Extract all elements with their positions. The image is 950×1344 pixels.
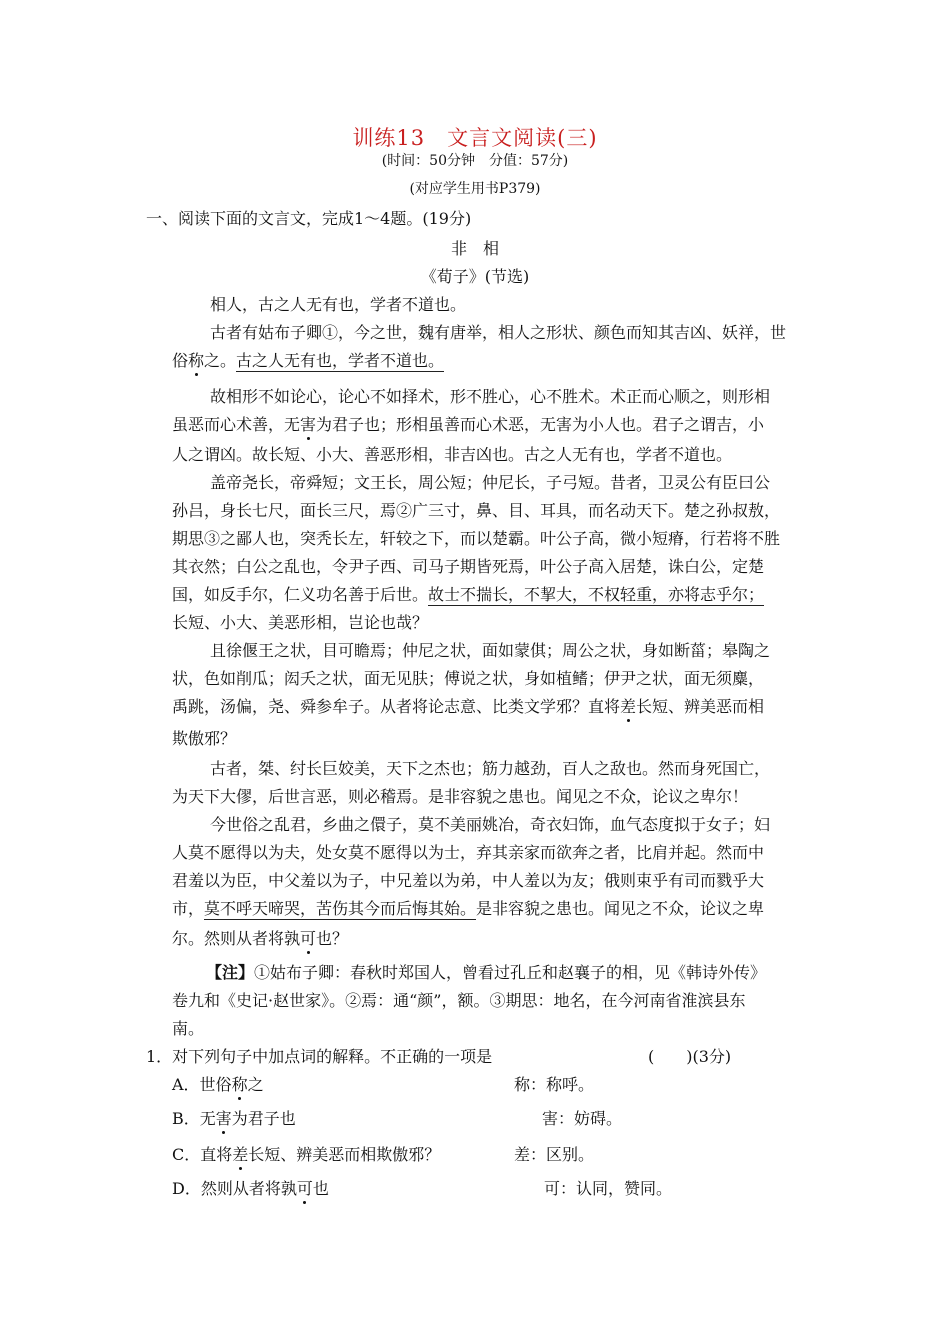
text-line: 为天下大僇，后世言恶，则必稽焉。是非容貌之患也。闻见之不众，论议之卑尔！ [172, 787, 749, 806]
note-label: 【注】 [206, 963, 255, 982]
text-line: 今世俗之乱君，乡曲之儇子，莫不美丽姚冶，奇衣妇饰，血气态度拟于女子；妇 [210, 815, 771, 834]
text-line: 盖帝尧长，帝舜短；文王长，周公短；仲尼长，子弓短。昔者，卫灵公有臣曰公 [210, 473, 771, 492]
text-line: 且徐偃王之状，目可瞻焉；仲尼之状，面如蒙倛；周公之状，身如断菑；皋陶之 [210, 641, 771, 660]
text-line: 君羞以为臣，中父羞以为子，中兄羞以为弟，中人羞以为友；俄则束乎有司而戮乎大 [172, 871, 765, 890]
note-line: 【注】①姑布子卿：春秋时郑国人，曾看过孔丘和赵襄子的相，见《韩诗外传》 [206, 963, 767, 982]
text-line: 尔。然则从者将孰可也？ [172, 929, 349, 948]
dotted-word: 害 [215, 1109, 232, 1128]
option-c: C．直将差长短、辨美恶而相欺傲邪？ [172, 1145, 441, 1164]
option-b-explanation: 害：妨碍。 [542, 1109, 623, 1128]
text-line: 欺傲邪？ [172, 729, 237, 748]
underlined-sentence: 古之人无有也，学者不道也。 [236, 351, 445, 370]
text-line: 长短、小大、美恶形相，岂论也哉？ [172, 613, 429, 632]
option-a-explanation: 称：称呼。 [514, 1075, 595, 1094]
text-line: 古者，桀、纣长巨姣美，天下之杰也；筋力越劲，百人之敌也。然而身死国亡， [210, 759, 771, 778]
option-b: B．无害为君子也 [172, 1109, 296, 1128]
dotted-word: 称 [231, 1075, 248, 1094]
text-line: 俗称之。古之人无有也，学者不道也。 [172, 351, 445, 370]
text-line: 相人，古之人无有也，学者不道也。 [210, 295, 467, 314]
text-line: 其衣然；白公之乱也，令尹子西、司马子期皆死焉，叶公子高入居楚，诛白公，定楚 [172, 557, 765, 576]
page-title: 训练13 文言文阅读(三) [352, 126, 598, 150]
dotted-word: 可 [296, 1179, 313, 1198]
dotted-word: 害 [300, 415, 317, 434]
text-line: 人之谓凶。故长短、小大、善恶形相，非吉凶也。古之人无有也，学者不道也。 [172, 445, 733, 464]
option-d: D．然则从者将孰可也 [172, 1179, 329, 1198]
option-c-explanation: 差：区别。 [514, 1145, 595, 1164]
underlined-sentence: 故士不揣长，不挈大，不权轻重，亦将志乎尔； [428, 585, 765, 604]
time-info: (时间：50分钟 分值：57分) [381, 153, 569, 169]
text-line: 孙吕，身长七尺，面长三尺，焉②广三寸，鼻、目、耳具，而名动天下。楚之孙叔敖， [172, 501, 781, 520]
text-line: 故相形不如论心，论心不如择术，形不胜心，心不胜术。术正而心顺之，则形相 [210, 387, 771, 406]
section-heading: 一、阅读下面的文言文，完成1～4题。(19分) [146, 209, 472, 228]
text-line: 市，莫不呼天啼哭，苦伤其今而后悔其始。是非容貌之患也。闻见之不众，论议之卑 [172, 899, 765, 918]
dotted-word: 差 [620, 697, 637, 716]
question-stem: 1．对下列句子中加点词的解释。不正确的一项是 [146, 1047, 493, 1066]
answer-blank: ( )(3分) [648, 1047, 732, 1066]
text-line: 状，色如削瓜；闳夭之状，面无见肤；傅说之状，身如植鳍；伊尹之状，面无须麋， [172, 669, 765, 688]
option-d-explanation: 可：认同，赞同。 [544, 1179, 673, 1198]
text-line: 禹跳，汤偏，尧、舜参牟子。从者将论志意、比类文学邪？直将差长短、辨美恶而相 [172, 697, 765, 716]
essay-source: 《荀子》(节选) [420, 267, 530, 286]
dotted-word: 可 [300, 929, 317, 948]
underlined-sentence: 莫不呼天啼哭，苦伤其今而后悔其始。 [204, 899, 477, 918]
book-reference: (对应学生用书P379) [409, 181, 541, 197]
note-line: 南。 [172, 1019, 205, 1038]
text-line: 古者有姑布子卿①，今之世，魏有唐举，相人之形状、颜色而知其吉凶、妖祥，世 [210, 323, 787, 342]
text-line: 虽恶而心术善，无害为君子也；形相虽善而心术恶，无害为小人也。君子之谓吉，小 [172, 415, 765, 434]
dotted-word: 称 [188, 351, 205, 370]
note-line: 卷九和《史记·赵世家》。②焉：通“颜”，额。③期思：地名，在今河南省淮滨县东 [172, 991, 746, 1010]
essay-title: 非 相 [450, 239, 499, 258]
text-line: 期思③之鄙人也，突秃长左，轩较之下，而以楚霸。叶公子高，微小短瘠，行若将不胜 [172, 529, 781, 548]
option-a: A．世俗称之 [172, 1075, 264, 1094]
text-line: 人莫不愿得以为夫，处女莫不愿得以为士，弃其亲家而欲奔之者，比肩并起。然而中 [172, 843, 765, 862]
dotted-word: 差 [232, 1145, 249, 1164]
text-line: 国，如反手尔，仁义功名善于后世。故士不揣长，不挈大，不权轻重，亦将志乎尔； [172, 585, 765, 604]
